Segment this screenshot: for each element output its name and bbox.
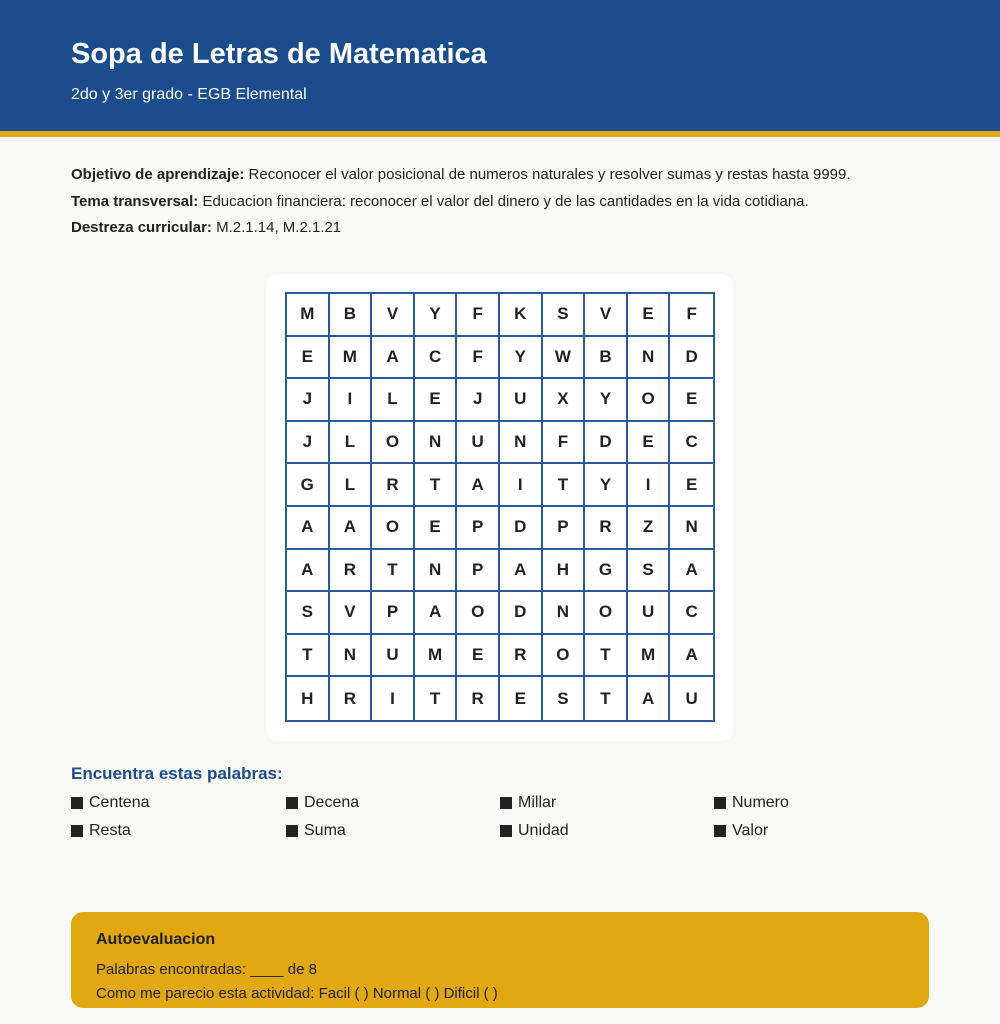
word-item [714, 794, 789, 812]
grid-cell[interactable]: A [670, 635, 713, 678]
grid-cell[interactable]: M [628, 635, 671, 678]
grid-cell[interactable]: U [500, 379, 543, 422]
self-evaluation-title: Autoevaluacion [96, 931, 216, 948]
grid-cell[interactable]: A [628, 677, 671, 720]
grid-cell[interactable]: O [585, 592, 628, 635]
grid-cell[interactable]: O [628, 379, 671, 422]
info-skill-text: M.2.1.14, M.2.1.21 [211, 219, 342, 236]
grid-cell[interactable]: E [287, 337, 330, 380]
word-label: Resta [89, 822, 131, 839]
page-title: Sopa de Letras de Matematica [71, 38, 487, 70]
grid-cell[interactable]: U [457, 422, 500, 465]
word-label: Millar [518, 794, 557, 811]
word-search-card [266, 274, 733, 741]
grid-cell[interactable]: Y [585, 379, 628, 422]
grid-cell[interactable]: F [457, 337, 500, 380]
info-objective-text: Reconocer el valor posicional de numeros naturales y resolver sumas y restas hasta 9999. [244, 166, 851, 183]
grid-cell[interactable]: J [287, 422, 330, 465]
grid-cell[interactable]: T [415, 677, 458, 720]
grid-cell[interactable]: I [372, 677, 415, 720]
grid-cell[interactable]: L [372, 379, 415, 422]
grid-cell[interactable]: A [670, 550, 713, 593]
grid-cell[interactable]: A [287, 550, 330, 593]
grid-cell[interactable]: J [457, 379, 500, 422]
grid-cell[interactable]: N [670, 507, 713, 550]
grid-cell[interactable]: D [500, 507, 543, 550]
word-label: Decena [304, 794, 360, 811]
grid-cell[interactable]: N [628, 337, 671, 380]
grid-cell[interactable]: F [543, 422, 586, 465]
grid-cell[interactable]: Y [585, 464, 628, 507]
grid-cell[interactable]: T [585, 635, 628, 678]
word-list-title: Encuentra estas palabras: [71, 764, 283, 783]
grid-cell[interactable]: B [585, 337, 628, 380]
grid-cell[interactable]: C [670, 422, 713, 465]
grid-cell[interactable]: I [330, 379, 373, 422]
grid-cell[interactable]: M [287, 294, 330, 337]
square-bullet-icon [71, 825, 83, 837]
grid-cell[interactable]: X [543, 379, 586, 422]
grid-cell[interactable]: O [372, 507, 415, 550]
info-objective [71, 166, 851, 193]
grid-cell[interactable]: T [415, 464, 458, 507]
info-skill-label: Destreza curricular: [71, 219, 212, 236]
square-bullet-icon [714, 825, 726, 837]
grid-cell[interactable]: G [585, 550, 628, 593]
grid-cell[interactable]: P [543, 507, 586, 550]
grid-cell[interactable]: H [287, 677, 330, 720]
grid-cell[interactable]: S [287, 592, 330, 635]
info-objective-label: Objetivo de aprendizaje: [71, 166, 245, 183]
grid-cell[interactable]: I [628, 464, 671, 507]
grid-cell[interactable]: L [330, 464, 373, 507]
grid-cell[interactable]: V [585, 294, 628, 337]
grid-cell[interactable]: A [457, 464, 500, 507]
word-item [71, 794, 150, 812]
grid-cell[interactable]: R [330, 677, 373, 720]
grid-cell[interactable]: A [500, 550, 543, 593]
grid-cell[interactable]: N [500, 422, 543, 465]
self-evaluation-difficulty-line: Como me parecio esta actividad: Facil ( ) Normal ( ) Dificil ( ) [96, 985, 498, 1002]
grid-cell[interactable]: P [457, 550, 500, 593]
grid-cell[interactable]: S [543, 294, 586, 337]
square-bullet-icon [500, 797, 512, 809]
grid-cell[interactable]: R [372, 464, 415, 507]
word-item [714, 822, 768, 840]
grid-cell[interactable]: L [330, 422, 373, 465]
word-label: Valor [732, 822, 769, 839]
grid-cell[interactable]: O [457, 592, 500, 635]
self-evaluation-box [71, 912, 929, 1008]
info-theme-text: Educacion financiera: reconocer el valor del dinero y de las cantidades en la vida cotidiana. [198, 192, 809, 210]
grid-cell[interactable]: A [287, 507, 330, 550]
square-bullet-icon [714, 797, 726, 809]
grid-cell[interactable]: D [500, 592, 543, 635]
grid-cell[interactable]: T [287, 635, 330, 678]
page-header [0, 0, 1000, 137]
grid-cell[interactable]: N [330, 635, 373, 678]
word-item [71, 822, 131, 840]
word-label: Numero [732, 794, 789, 811]
grid-cell[interactable]: E [415, 379, 458, 422]
grid-cell[interactable]: E [670, 464, 713, 507]
grid-cell[interactable]: E [415, 507, 458, 550]
grid-cell[interactable]: E [628, 422, 671, 465]
grid-cell[interactable]: A [330, 507, 373, 550]
grid-cell[interactable]: K [500, 294, 543, 337]
square-bullet-icon [286, 797, 298, 809]
word-item [500, 822, 569, 840]
word-label: Suma [304, 822, 346, 839]
grid-cell[interactable]: T [372, 550, 415, 593]
square-bullet-icon [71, 797, 83, 809]
info-block [71, 166, 851, 246]
self-evaluation-count-line: Palabras encontradas: ____ de 8 [96, 961, 317, 978]
grid-cell[interactable]: N [415, 422, 458, 465]
grid-cell[interactable]: A [372, 337, 415, 380]
grid-cell[interactable]: E [500, 677, 543, 720]
grid-cell[interactable]: Y [415, 294, 458, 337]
word-label: Unidad [518, 822, 569, 839]
grid-cell[interactable]: E [670, 379, 713, 422]
grid-cell[interactable]: H [543, 550, 586, 593]
grid-cell[interactable]: U [628, 592, 671, 635]
word-item [500, 794, 556, 812]
grid-cell[interactable]: P [372, 592, 415, 635]
grid-cell[interactable]: J [287, 379, 330, 422]
grid-cell[interactable]: V [372, 294, 415, 337]
grid-cell[interactable]: B [330, 294, 373, 337]
grid-cell[interactable]: S [543, 677, 586, 720]
grid-cell[interactable]: R [500, 635, 543, 678]
grid-cell[interactable]: W [543, 337, 586, 380]
grid-cell[interactable]: U [685, 688, 698, 708]
grid-cell[interactable]: Y [500, 337, 543, 380]
grid-cell[interactable]: N [415, 550, 458, 593]
grid-cell[interactable]: R [457, 677, 500, 720]
grid-cell[interactable]: U [372, 635, 415, 678]
grid-cell[interactable]: G [287, 464, 330, 507]
grid-cell[interactable]: N [543, 592, 586, 635]
grid-cell[interactable]: E [628, 294, 671, 337]
grid-cell[interactable]: Z [628, 507, 671, 550]
grid-cell[interactable]: T [543, 464, 586, 507]
info-skill [71, 219, 851, 246]
info-theme [71, 193, 851, 220]
word-search-grid [285, 292, 715, 722]
square-bullet-icon [286, 825, 298, 837]
grid-cell[interactable]: P [457, 507, 500, 550]
grid-cell[interactable]: O [543, 635, 586, 678]
page-subtitle: 2do y 3er grado - EGB Elemental [71, 86, 307, 103]
grid-cell[interactable]: T [585, 677, 628, 720]
square-bullet-icon [500, 825, 512, 837]
grid-cell[interactable]: D [585, 422, 628, 465]
grid-cell[interactable]: C [415, 337, 458, 380]
grid-cell[interactable]: A [415, 592, 458, 635]
grid-cell[interactable]: F [670, 294, 713, 337]
grid-cell[interactable]: S [628, 550, 671, 593]
word-label: Centena [89, 794, 150, 811]
word-item [286, 794, 359, 812]
info-theme-label: Tema transversal: [71, 192, 199, 210]
word-item [286, 822, 346, 840]
grid-cell[interactable]: V [330, 592, 373, 635]
grid-cell[interactable]: D [670, 337, 713, 380]
grid-cell[interactable]: F [457, 294, 500, 337]
grid-cell[interactable]: M [330, 337, 373, 380]
grid-cell[interactable]: O [372, 422, 415, 465]
grid-cell[interactable]: R [585, 507, 628, 550]
grid-cell[interactable]: E [457, 635, 500, 678]
grid-cell[interactable]: I [500, 464, 543, 507]
grid-cell[interactable]: M [415, 635, 458, 678]
grid-cell[interactable]: C [670, 592, 713, 635]
grid-cell[interactable]: R [330, 550, 373, 593]
